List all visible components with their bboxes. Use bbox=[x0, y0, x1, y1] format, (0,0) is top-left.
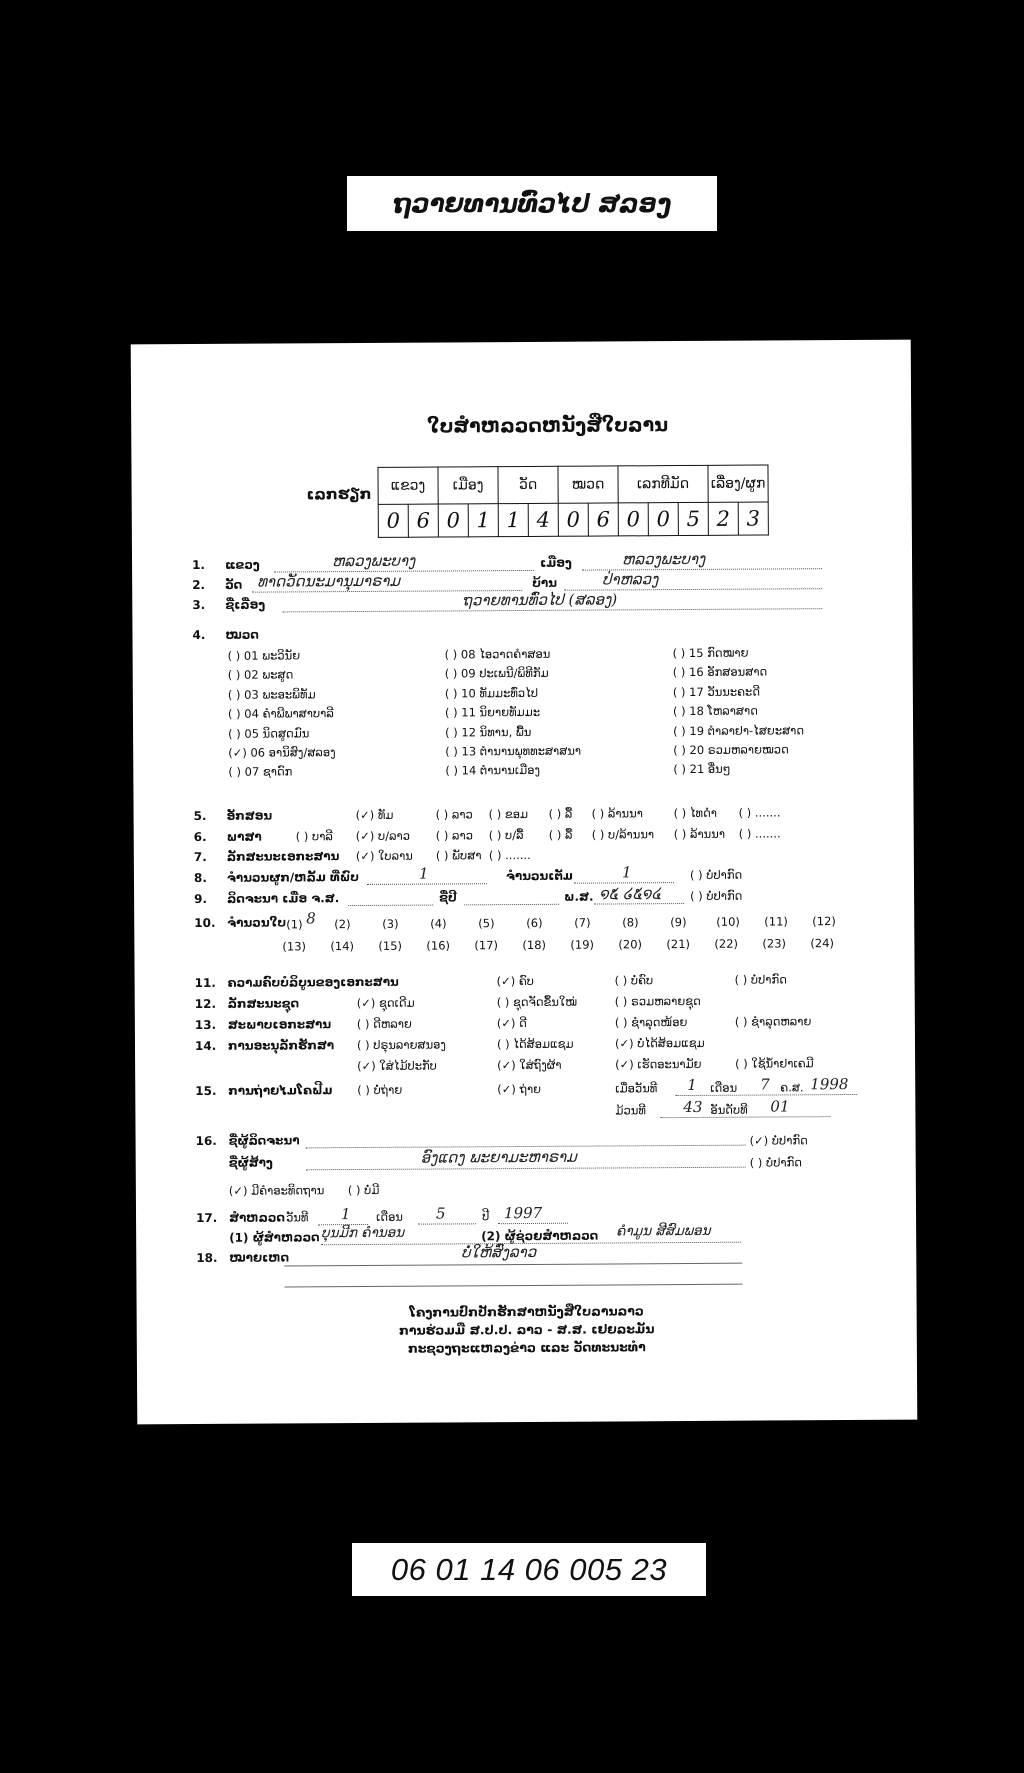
category-option: (✓) 06 ອານິສົງ/ສລອງ bbox=[228, 745, 336, 760]
doc-type-option: ( ) ພັບສາ bbox=[435, 848, 482, 863]
row-number: 11. bbox=[194, 975, 216, 991]
conservation-option: ( ) ປຣຸນລາຍສນອງ bbox=[356, 1037, 447, 1053]
completeness-label: ຄວາມຄົບບໍລິບູນຂອງເອກະສານ bbox=[227, 974, 399, 990]
row-number: 12. bbox=[194, 996, 217, 1012]
set-type-option: ( ) ຣວມຫລາຍຊຸດ bbox=[614, 993, 701, 1009]
language-option: ( ) ບ/ລ້ານນາ bbox=[591, 827, 655, 842]
code-digit: 0 bbox=[558, 503, 588, 536]
language-option: ( ) ບາລີ bbox=[295, 829, 333, 844]
category-option: ( ) 02 ພະສູດ bbox=[227, 667, 294, 683]
dotted-line bbox=[675, 1094, 857, 1096]
microfilm-day: 1 bbox=[687, 1075, 697, 1095]
conservation-option: ( ) ໄດ້ສ້ອມແຊມ bbox=[496, 1036, 574, 1052]
bottom-code: 06 01 14 06 005 23 bbox=[390, 1551, 668, 1587]
code-header: ເລກທີມັດ bbox=[618, 465, 708, 503]
bundle-total-label: ຈຳນວນເຕັມ bbox=[505, 868, 573, 884]
bundle-found-value: 1 bbox=[418, 864, 429, 883]
footer-line: ການຮ່ວມມື ສ.ປ.ປ. ລາວ - ສ.ສ. ເຢຍລະມັນ bbox=[398, 1321, 655, 1338]
category-option: ( ) 08 ໄອວາດຄຳສອນ bbox=[444, 646, 551, 662]
survey-year-label: ປີ bbox=[481, 1209, 490, 1224]
condition-option: ( ) ຊຳລຸດຫລາຍ bbox=[734, 1014, 812, 1029]
leaf-count-label: ຈຳນວນໃບ bbox=[227, 915, 287, 930]
category-option: ( ) 04 ຄຳພີພາສາບາລີ bbox=[227, 706, 334, 722]
date-unknown-option: ( ) ບໍ່ປາກົດ bbox=[690, 888, 743, 903]
doc-type-option: (✓) ໃບລານ bbox=[355, 848, 413, 864]
creator-label: ຊື່ຜູ້ສ້າງ bbox=[228, 1155, 273, 1170]
category-option: ( ) 17 ວັນນະຄະດີ bbox=[672, 684, 761, 699]
scribe-unknown-option: (✓) ບໍ່ປາກົດ bbox=[749, 1133, 808, 1148]
row-number: 2. bbox=[192, 577, 206, 593]
set-type-option: ( ) ຊຸດຈັດຂຶ້ນໃໝ່ bbox=[496, 994, 578, 1010]
remarks-value: ບໍ່ໃຫ້ສົ່ງລາວ bbox=[461, 1242, 537, 1262]
code-digit: 0 bbox=[648, 503, 678, 536]
survey-year: 1997 bbox=[503, 1203, 543, 1223]
microfilm-label: ການຖ່າຍໄມໂຄຟີມ bbox=[228, 1083, 333, 1098]
district-value: ຫລວງພະບາງ bbox=[621, 549, 706, 569]
leaf-slot: (5) bbox=[478, 916, 495, 931]
leaf-slot: (1) bbox=[286, 917, 303, 932]
order-value: 01 bbox=[770, 1097, 790, 1116]
leaf-slot: (19) bbox=[570, 937, 595, 952]
scribe-label: ຊື່ຜູ້ລິດຈະນາ bbox=[228, 1133, 300, 1148]
script-option: (✓) ທັມ bbox=[355, 807, 394, 823]
language-option: (✓) ບ/ລາວ bbox=[355, 828, 411, 844]
doc-type-label: ລັກສະນະເອກະສານ bbox=[226, 849, 340, 864]
top-title-card bbox=[347, 176, 717, 231]
set-type-option: (✓) ຊຸດເດີມ bbox=[356, 995, 415, 1011]
leaf-slot: (16) bbox=[426, 938, 451, 953]
bundle-count-label: ຈຳນວນຜູກ/ຫລັ້ມ ທີ່ພົບ bbox=[226, 870, 359, 885]
dotted-line bbox=[498, 1223, 568, 1224]
buddhist-era-label: ພ.ສ. bbox=[564, 889, 594, 904]
category-option: ( ) 15 ກົດໝາຍ bbox=[672, 645, 749, 661]
dedication-option: (✓) ມີຄຳອະທິດຖານ bbox=[228, 1183, 325, 1198]
microfilm-year: 1998 bbox=[810, 1075, 849, 1094]
code-header: ເລື່ອງ/ຜູກ bbox=[708, 465, 768, 502]
leaf-slot: (14) bbox=[330, 939, 355, 954]
microfilm-option: (✓) ຖ່າຍ bbox=[497, 1081, 542, 1097]
row-number: 16. bbox=[195, 1133, 217, 1149]
province-value: ຫລວງພະບາງ bbox=[331, 551, 416, 571]
code-digit: 6 bbox=[588, 503, 618, 536]
script-option: ( ) ຂອມ bbox=[488, 806, 529, 822]
category-option: ( ) 12 ນິທານ, ພື້ນ bbox=[445, 724, 532, 740]
completeness-option: ( ) ບໍ່ຄົບ bbox=[614, 973, 654, 988]
script-option: ( ) ລາວ bbox=[435, 807, 473, 822]
leaf-slot: (18) bbox=[522, 937, 547, 953]
remarks-line bbox=[284, 1284, 742, 1288]
province-label: ແຂວງ bbox=[225, 557, 260, 572]
order-label: ອັນດັບທີ bbox=[710, 1102, 748, 1117]
creator-value: ອົງແດງ ພະຍາມະຫາຣາມ bbox=[420, 1147, 577, 1167]
registration-code-table bbox=[377, 464, 768, 537]
code-digit: 0 bbox=[618, 503, 648, 536]
code-digit: 4 bbox=[528, 503, 558, 536]
dotted-line bbox=[348, 905, 433, 907]
category-option: ( ) 21 ອື່ນໆ bbox=[673, 762, 731, 777]
bottom-code-card bbox=[352, 1543, 706, 1596]
code-header: ເມືອງ bbox=[438, 467, 498, 504]
code-digit: 0 bbox=[438, 504, 468, 537]
code-digit: 1 bbox=[498, 503, 528, 536]
code-digit: 2 bbox=[708, 502, 738, 535]
row-number: 9. bbox=[194, 891, 208, 907]
form-title: ໃບສຳຫລວດຫນັງສືໃບລານ bbox=[427, 414, 669, 438]
microfilm-option: ( ) ບໍ່ຖ່າຍ bbox=[357, 1082, 403, 1098]
surveyor-value: ບຸນມີກ ຄຳນອນ bbox=[321, 1224, 405, 1242]
leaf-slot: (3) bbox=[382, 916, 399, 931]
temple-label: ວັດ bbox=[225, 577, 243, 592]
title-label: ຊື່ເລື່ອງ bbox=[225, 597, 266, 612]
category-option: ( ) 03 ພະອະພິທັມ bbox=[227, 687, 316, 702]
row-number: 14. bbox=[194, 1038, 217, 1054]
language-option: ( ) ບ/ລື້ bbox=[488, 828, 524, 843]
survey-day: 1 bbox=[340, 1205, 351, 1224]
leaf-slot: (12) bbox=[812, 914, 836, 929]
row-number: 15. bbox=[195, 1083, 217, 1099]
microfilm-month-label: ເດືອນ bbox=[710, 1080, 738, 1095]
conservation-option: (✓) ເຮັດອະນາມັຍ bbox=[615, 1056, 702, 1072]
conservation-option: (✓) ໃສ່ໄມ້ປະກັບ bbox=[357, 1058, 437, 1074]
helper-label: (2) ຜູ້ຊ່ວຍສຳຫລວດ bbox=[481, 1228, 599, 1244]
language-option: ( ) ....... bbox=[738, 826, 781, 841]
row-number: 1. bbox=[192, 557, 206, 573]
temple-value: ທາດວັດນະມານຸມາຣາມ bbox=[257, 571, 401, 591]
district-label: ເມືອງ bbox=[540, 555, 572, 570]
dotted-line bbox=[594, 903, 684, 905]
survey-month-label: ເດືອນ bbox=[376, 1209, 403, 1224]
microfilm-year-label: ຄ.ສ. bbox=[780, 1080, 804, 1095]
script-option: ( ) ລ້ານນາ bbox=[591, 806, 643, 821]
row-number: 4. bbox=[192, 627, 206, 643]
category-option: ( ) 19 ຕຳລາຢາ-ໄສຍະສາດ bbox=[673, 722, 805, 738]
dotted-line bbox=[660, 1116, 830, 1118]
script-option: ( ) ....... bbox=[738, 805, 781, 820]
leaf-slot: (23) bbox=[762, 936, 787, 951]
leaf-count-value: 8 bbox=[306, 909, 316, 928]
row-number: 6. bbox=[193, 829, 207, 845]
leaf-slot: (8) bbox=[622, 915, 639, 930]
conservation-option: ( ) ໃຊ້ນ້ຳຢາເຄມີ bbox=[735, 1056, 814, 1071]
conservation-option: (✓) ໃສ່ຖົງຜ້າ bbox=[497, 1057, 562, 1073]
category-col-1 bbox=[228, 646, 336, 782]
category-option: ( ) 07 ຊາດົກ bbox=[228, 764, 293, 780]
script-option: ( ) ໄທດຳ bbox=[673, 805, 717, 821]
manuscript-title-value: ຖວາຍທານທົ່ວໄປ (ສລອງ) bbox=[462, 590, 618, 610]
footer-line: ກະຊວງຖະແຫລງຂ່າວ ແລະ ວັດທະນະທຳ bbox=[407, 1339, 646, 1356]
code-digit: 0 bbox=[378, 504, 408, 537]
leaf-slot: (11) bbox=[764, 914, 788, 929]
code-digit: 3 bbox=[738, 502, 768, 535]
leaf-slot: (6) bbox=[526, 915, 543, 930]
language-option: ( ) ລາວ bbox=[435, 828, 473, 843]
row-number: 18. bbox=[196, 1250, 218, 1266]
bundle-total-value: 1 bbox=[621, 863, 632, 882]
language-label: ພາສາ bbox=[226, 829, 262, 844]
leaf-slot: (2) bbox=[334, 917, 351, 932]
leaf-slot: (4) bbox=[430, 916, 447, 931]
buddhist-era-value: ໑໕ ໒໕໑໔ bbox=[599, 884, 661, 903]
leaf-slot: (13) bbox=[282, 939, 307, 954]
condition-option: (✓) ດີ bbox=[496, 1015, 527, 1031]
bundle-unknown-option: ( ) ບໍ່ປາກົດ bbox=[689, 867, 743, 882]
leaf-slot: (22) bbox=[714, 936, 739, 951]
dotted-line bbox=[418, 1223, 476, 1224]
row-number: 13. bbox=[194, 1017, 217, 1033]
dedication-option: ( ) ບໍ່ມີ bbox=[347, 1182, 380, 1198]
village-value: ປ່າຫລວງ bbox=[602, 570, 659, 589]
remarks-line bbox=[284, 1263, 742, 1267]
category-option: ( ) 20 ຣວມຫລາຍໝວດ bbox=[673, 742, 789, 758]
code-header: ໝວດ bbox=[558, 466, 618, 503]
dotted-line bbox=[367, 883, 487, 885]
row-number: 10. bbox=[194, 915, 216, 931]
language-option: ( ) ລ້ານນາ bbox=[673, 826, 726, 842]
microfilm-month: 7 bbox=[760, 1075, 770, 1094]
doc-type-option: ( ) ....... bbox=[488, 847, 531, 863]
helper-value: ຄຳມູນ ສີສົມພອນ bbox=[616, 1222, 711, 1240]
set-type-label: ລັກສະນະຊຸດ bbox=[227, 996, 300, 1011]
category-option: ( ) 09 ປະເພນີ/ພິທີກັມ bbox=[444, 666, 549, 681]
code-header: ວັດ bbox=[498, 466, 558, 503]
written-date-label: ລິດຈະນາ ເມື່ອ ຈ.ສ. bbox=[227, 891, 340, 906]
script-label: ອັກສອນ bbox=[226, 808, 273, 823]
condition-option: ( ) ດີຫລາຍ bbox=[356, 1016, 412, 1032]
language-option: ( ) ລື້ bbox=[548, 827, 573, 842]
category-col-3 bbox=[673, 643, 805, 780]
row-number: 3. bbox=[192, 597, 206, 613]
condition-label: ສະພາບເອກະສານ bbox=[227, 1017, 332, 1032]
survey-day-label: ວັນທີ bbox=[286, 1210, 309, 1225]
surveyor-label: (1) ຜູ້ສຳຫລວດ bbox=[229, 1230, 320, 1245]
row-number: 7. bbox=[193, 849, 207, 865]
top-title: ຖວາຍທານທົ່ວໄປ ສລອງ bbox=[393, 189, 671, 218]
category-option: ( ) 14 ຕຳນານເມືອງ bbox=[445, 763, 541, 778]
survey-month: 5 bbox=[435, 1204, 446, 1223]
dotted-line bbox=[306, 1167, 746, 1171]
leaf-slot: (20) bbox=[618, 937, 643, 952]
category-option: ( ) 05 ນິດສູດມົນ bbox=[228, 725, 310, 741]
row-number: 5. bbox=[193, 808, 207, 824]
microfilm-date-label: ເມື່ອວັນທີ bbox=[615, 1081, 658, 1096]
row-number: 8. bbox=[193, 870, 207, 886]
leaf-slot: (21) bbox=[666, 936, 691, 952]
leaf-slot: (10) bbox=[716, 914, 740, 929]
code-digit: 1 bbox=[468, 504, 498, 537]
remarks-label: ໝາຍເຫດ bbox=[229, 1250, 290, 1265]
category-option: ( ) 10 ທັມມະທົ່ວໄປ bbox=[444, 685, 539, 701]
leaf-slot: (15) bbox=[378, 938, 403, 953]
registration-label: ເລກຮຽກ bbox=[306, 484, 372, 504]
completeness-option: (✓) ຄົບ bbox=[496, 973, 535, 989]
category-option: ( ) 16 ອັກສອນສາດ bbox=[672, 664, 768, 680]
leaf-slot: (9) bbox=[670, 915, 687, 930]
dotted-line bbox=[464, 904, 559, 906]
code-header: ແຂວງ bbox=[378, 467, 438, 504]
code-digit: 6 bbox=[408, 504, 438, 537]
reel-label: ມ້ວນທີ bbox=[615, 1103, 646, 1118]
survey-label: ສຳຫລວດ bbox=[229, 1210, 285, 1225]
category-col-2 bbox=[445, 645, 582, 782]
conservation-label: ການອະນຸລັກຮັກສາ bbox=[227, 1038, 335, 1053]
footer-line: ໂຄງການປົກປັກຮັກສາຫນັງສືໃບລານລາວ bbox=[409, 1303, 644, 1320]
year-name-label: ຊື່ປີ bbox=[439, 890, 457, 905]
category-option: ( ) 01 ພະວິນັຍ bbox=[227, 648, 301, 663]
leaf-slot: (24) bbox=[810, 936, 835, 951]
survey-form-sheet bbox=[131, 340, 918, 1425]
leaf-slot: (17) bbox=[474, 938, 499, 953]
category-option: ( ) 18 ໂຫລາສາດ bbox=[672, 703, 758, 719]
script-option: ( ) ລື້ bbox=[548, 806, 573, 821]
reel-value: 43 bbox=[683, 1097, 703, 1117]
condition-option: ( ) ຊຳລຸດໜ້ອຍ bbox=[614, 1015, 688, 1030]
category-option: ( ) 11 ນິຍາຍທັມມະ bbox=[444, 705, 541, 720]
category-label: ໝວດ bbox=[225, 627, 259, 642]
code-digit: 5 bbox=[678, 502, 708, 535]
leaf-slot: (7) bbox=[574, 915, 591, 930]
conservation-option: (✓) ບໍ່ໄດ້ສ້ອມແຊມ bbox=[614, 1035, 705, 1051]
village-label: ບ້ານ bbox=[532, 575, 558, 590]
row-number: 17. bbox=[196, 1210, 218, 1226]
category-option: ( ) 13 ຕຳນານພຸທທະສາສນາ bbox=[445, 743, 582, 759]
completeness-option: ( ) ບໍ່ປາກົດ bbox=[734, 972, 787, 987]
creator-unknown-option: ( ) ບໍ່ປາກົດ bbox=[749, 1155, 803, 1170]
